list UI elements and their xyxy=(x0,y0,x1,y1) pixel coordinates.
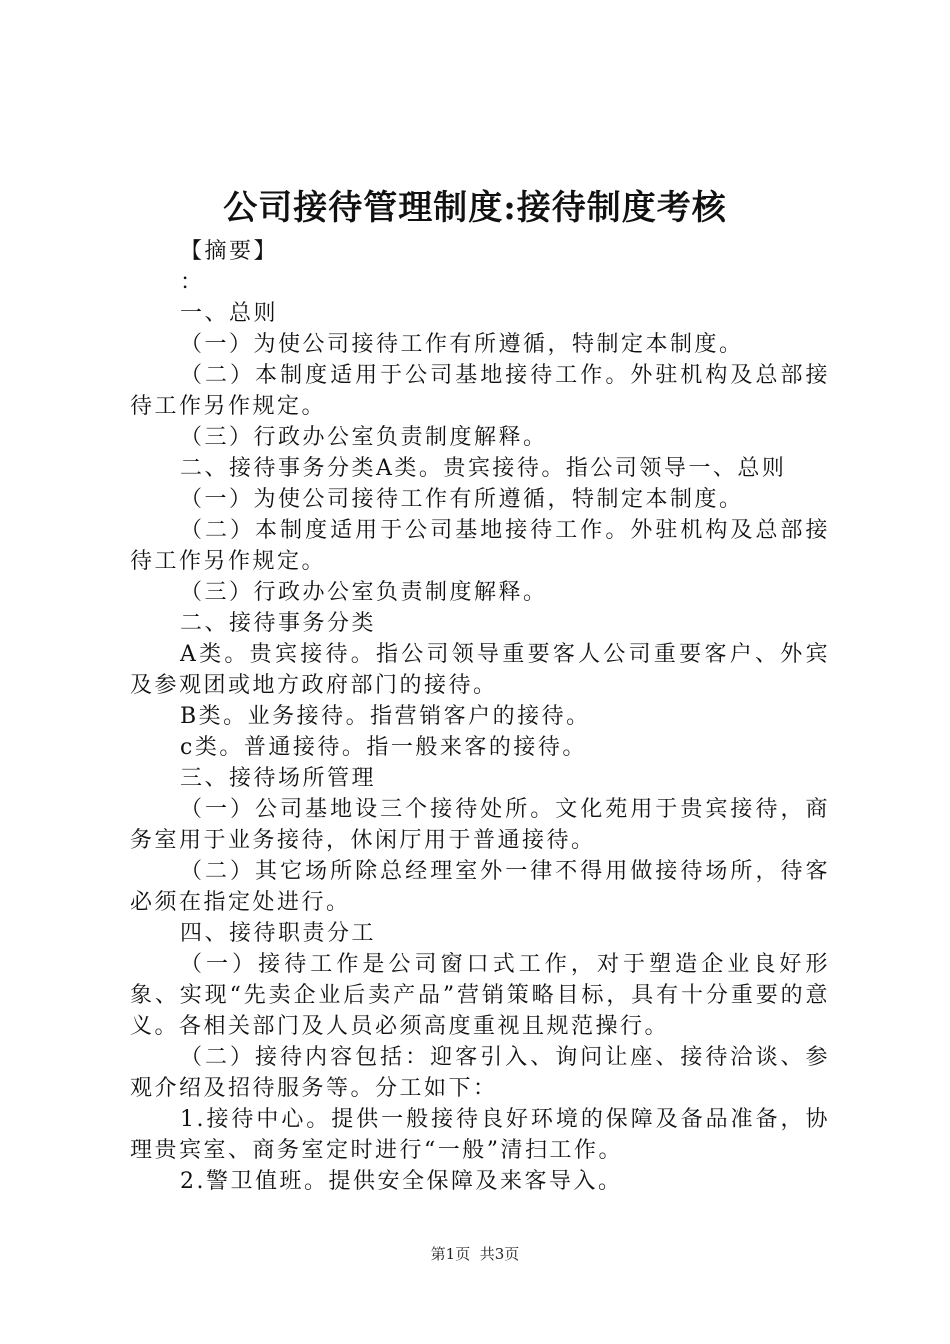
paragraph: A类。贵宾接待。指公司领导重要客人公司重要客户、外宾及参观团或地方政府部门的接待。 xyxy=(130,642,830,698)
paragraph: （一）为使公司接待工作有所遵循，特制定本制度。 xyxy=(180,487,744,512)
footer-spacer xyxy=(470,1245,480,1263)
list-item: 1.接待中心。提供一般接待良好环境的保障及备品准备，协理贵宾室、商务室定时进行“一般”清扫工作。 xyxy=(130,1107,830,1163)
paragraph-abstract-heading: 【摘要】 xyxy=(180,239,279,264)
page-number: 第1页 xyxy=(430,1245,471,1263)
document-title: 公司接待管理制度:接待制度考核 xyxy=(223,188,727,228)
paragraph: （一）公司基地设三个接待处所。文化苑用于贵宾接待，商务室用于业务接待，休闲厅用于普通接待。 xyxy=(130,797,830,853)
paragraph: （二）接待内容包括：迎客引入、询问让座、接待洽谈、参观介绍及招待服务等。分工如下： xyxy=(130,1045,830,1101)
paragraph-abstract-colon: ： xyxy=(180,270,205,295)
paragraph: （一）为使公司接待工作有所遵循，特制定本制度。 xyxy=(180,332,744,357)
paragraph: （三）行政办公室负责制度解释。 xyxy=(180,580,548,605)
list-item: 2.警卫值班。提供安全保障及来客导入。 xyxy=(180,1169,623,1194)
paragraph: （二）本制度适用于公司基地接待工作。外驻机构及总部接待工作另作规定。 xyxy=(130,363,830,419)
paragraph: 二、接待事务分类A类。贵宾接待。指公司领导一、总则 xyxy=(180,456,787,481)
page-footer xyxy=(0,1243,950,1265)
page-total: 共3页 xyxy=(479,1245,520,1263)
paragraph: B类。业务接待。指营销客户的接待。 xyxy=(180,704,591,729)
section-heading-categories: 二、接待事务分类 xyxy=(180,611,377,636)
document-body xyxy=(130,236,830,1197)
section-heading-general: 一、总则 xyxy=(180,301,279,326)
paragraph: （二）其它场所除总经理室外一律不得用做接待场所，待客必须在指定处进行。 xyxy=(130,859,830,915)
paragraph: c类。普通接待。指一般来客的接待。 xyxy=(180,735,587,760)
paragraph: （三）行政办公室负责制度解释。 xyxy=(180,425,548,450)
paragraph: （一）接待工作是公司窗口式工作，对于塑造企业良好形象、实现“先卖企业后卖产品”营销策略目标，具有十分重要的意义。各相关部门及人员必须高度重视且规范操行。 xyxy=(130,952,830,1039)
section-heading-venues: 三、接待场所管理 xyxy=(180,766,377,791)
paragraph: （二）本制度适用于公司基地接待工作。外驻机构及总部接待工作另作规定。 xyxy=(130,518,830,574)
section-heading-duties: 四、接待职责分工 xyxy=(180,921,377,946)
